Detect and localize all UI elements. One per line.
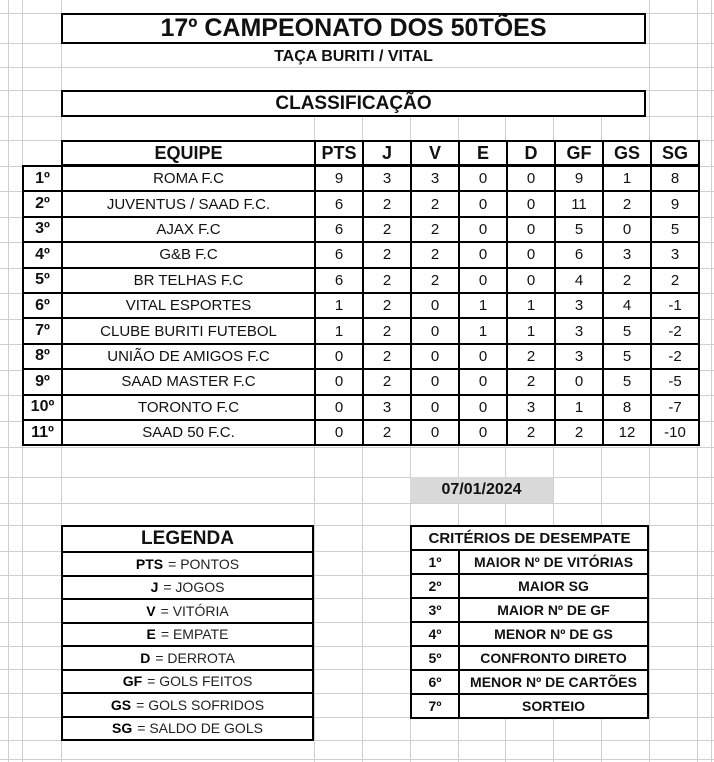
team-cell: JUVENTUS / SAAD F.C. [62,191,315,216]
wins-cell: 3 [411,166,459,191]
wins-cell: 0 [411,369,459,394]
tiebreakers-title: CRITÉRIOS DE DESEMPATE [411,526,648,550]
tiebreaker-position-cell: 4º [411,622,459,646]
standings-table [22,165,700,446]
goals-for-cell: 6 [555,242,603,267]
position-cell: 7º [23,318,62,343]
draws-cell: 0 [459,369,507,394]
points-cell: 9 [315,166,363,191]
column-header-cell: GS [603,141,651,165]
team-cell: VITAL ESPORTES [62,293,315,318]
standings-header-row [62,141,699,165]
points-cell: 6 [315,191,363,216]
goal-diff-cell: -7 [651,395,699,420]
position-cell: 10º [23,395,62,420]
points-cell: 0 [315,344,363,369]
draws-cell: 0 [459,268,507,293]
goals-for-cell: 11 [555,191,603,216]
goal-diff-cell: 8 [651,166,699,191]
wins-cell: 0 [411,344,459,369]
wins-cell: 0 [411,395,459,420]
legend-item-cell [62,693,313,717]
goal-diff-cell: 2 [651,268,699,293]
position-cell: 6º [23,293,62,318]
losses-cell: 2 [507,344,555,369]
legend-label: = JOGOS [163,579,225,596]
tiebreakers-table [410,525,649,719]
tiebreaker-label-cell: MAIOR Nº DE GF [459,598,648,622]
table-row [23,191,699,216]
legend-abbr: GS [110,696,132,713]
legend-abbr: GF [122,673,143,690]
goals-for-cell: 0 [555,369,603,394]
points-cell: 1 [315,318,363,343]
tiebreaker-position-cell: 7º [411,694,459,718]
grid-line [0,477,714,478]
losses-cell: 0 [507,217,555,242]
goals-against-cell: 2 [603,268,651,293]
classification-title-box [61,90,646,117]
games-cell: 2 [363,242,411,267]
table-row [23,217,699,242]
grid-line [8,0,9,762]
team-cell: UNIÃO DE AMIGOS F.C [62,344,315,369]
points-cell: 0 [315,369,363,394]
games-cell: 3 [363,395,411,420]
tiebreaker-position-cell: 6º [411,670,459,694]
games-cell: 3 [363,166,411,191]
position-cell: 3º [23,217,62,242]
goals-for-cell: 3 [555,344,603,369]
goals-against-cell: 8 [603,395,651,420]
goal-diff-cell: -1 [651,293,699,318]
team-cell: SAAD MASTER F.C [62,369,315,394]
column-header-cell: GF [555,141,603,165]
team-cell: AJAX F.C [62,217,315,242]
points-cell: 0 [315,395,363,420]
table-row [23,420,699,445]
wins-cell: 2 [411,191,459,216]
tiebreaker-row [411,550,648,574]
goals-for-cell: 2 [555,420,603,445]
legend-row [62,576,313,600]
tiebreaker-position-cell: 2º [411,574,459,598]
goal-diff-cell: 3 [651,242,699,267]
draws-cell: 0 [459,166,507,191]
tiebreaker-row [411,574,648,598]
games-cell: 2 [363,268,411,293]
goal-diff-cell: -2 [651,344,699,369]
legend-row [62,599,313,623]
legend-label: = EMPATE [160,626,229,643]
tiebreaker-position-cell: 5º [411,646,459,670]
team-cell: ROMA F.C [62,166,315,191]
position-cell: 9º [23,369,62,394]
team-cell: G&B F.C [62,242,315,267]
championship-title: 17º CAMPEONATO DOS 50TÕES [160,14,547,42]
wins-cell: 0 [411,420,459,445]
grid-line [0,503,714,504]
goal-diff-cell: 5 [651,217,699,242]
team-cell: TORONTO F.C [62,395,315,420]
goals-for-cell: 4 [555,268,603,293]
legend-row [62,646,313,670]
wins-cell: 0 [411,293,459,318]
goals-against-cell: 5 [603,369,651,394]
legend-header-row [62,526,313,552]
legend-abbr: J [150,579,159,596]
points-cell: 1 [315,293,363,318]
legend-table [61,525,314,741]
tiebreaker-row [411,694,648,718]
legend-abbr: V [146,602,156,619]
grid-line [0,759,714,760]
losses-cell: 3 [507,395,555,420]
goals-for-cell: 3 [555,318,603,343]
legend-abbr: SG [112,720,133,737]
legend-abbr: D [140,649,151,666]
goals-against-cell: 1 [603,166,651,191]
goals-for-cell: 3 [555,293,603,318]
goals-against-cell: 0 [603,217,651,242]
grid-line [711,0,712,762]
column-header-cell: D [507,141,555,165]
legend-row [62,693,313,717]
goal-diff-cell: -2 [651,318,699,343]
column-header-cell: E [459,141,507,165]
wins-cell: 2 [411,268,459,293]
cup-subtitle: TAÇA BURITI / VITAL [274,47,433,65]
tiebreaker-row [411,598,648,622]
legend-item-cell [62,623,313,647]
points-cell: 6 [315,242,363,267]
points-cell: 0 [315,420,363,445]
tiebreaker-row [411,670,648,694]
losses-cell: 0 [507,242,555,267]
table-row [23,369,699,394]
column-header-cell: V [411,141,459,165]
legend-item-cell [62,646,313,670]
tiebreaker-label-cell: MAIOR Nº DE VITÓRIAS [459,550,648,574]
legend-item-cell [62,599,313,623]
position-cell: 11º [23,420,62,445]
standings-header-table [61,140,700,166]
games-cell: 2 [363,369,411,394]
legend-row [62,623,313,647]
tiebreakers-header-row [411,526,648,550]
position-cell: 4º [23,242,62,267]
goal-diff-cell: -5 [651,369,699,394]
column-header-cell: EQUIPE [62,141,315,165]
goals-against-cell: 5 [603,344,651,369]
draws-cell: 0 [459,420,507,445]
legend-row [62,670,313,694]
position-cell: 1º [23,166,62,191]
losses-cell: 0 [507,166,555,191]
goals-for-cell: 1 [555,395,603,420]
table-row [23,318,699,343]
goals-against-cell: 2 [603,191,651,216]
position-cell: 8º [23,344,62,369]
goals-for-cell: 9 [555,166,603,191]
table-row [23,242,699,267]
grid-line [0,447,714,448]
games-cell: 2 [363,318,411,343]
table-row [23,166,699,191]
games-cell: 2 [363,293,411,318]
goal-diff-cell: -10 [651,420,699,445]
losses-cell: 2 [507,420,555,445]
column-header-cell: J [363,141,411,165]
date-cell: 07/01/2024 [410,477,553,503]
losses-cell: 1 [507,293,555,318]
team-cell: CLUBE BURITI FUTEBOL [62,318,315,343]
draws-cell: 0 [459,395,507,420]
draws-cell: 0 [459,242,507,267]
table-row [23,268,699,293]
draws-cell: 1 [459,293,507,318]
table-row [23,395,699,420]
wins-cell: 0 [411,318,459,343]
losses-cell: 0 [507,268,555,293]
legend-label: = SALDO DE GOLS [137,720,263,737]
legend-item-cell [62,670,313,694]
legend-item-cell [62,576,313,600]
games-cell: 2 [363,217,411,242]
tiebreaker-row [411,622,648,646]
losses-cell: 0 [507,191,555,216]
legend-label: = DERROTA [155,649,235,666]
points-cell: 6 [315,217,363,242]
goals-against-cell: 5 [603,318,651,343]
legend-label: = GOLS FEITOS [147,673,253,690]
legend-row [62,717,313,741]
championship-title-box [61,13,646,44]
classification-title: CLASSIFICAÇÃO [275,92,432,114]
team-cell: BR TELHAS F.C [62,268,315,293]
goals-for-cell: 5 [555,217,603,242]
position-cell: 2º [23,191,62,216]
points-cell: 6 [315,268,363,293]
legend-abbr: E [146,626,156,643]
games-cell: 2 [363,191,411,216]
legend-label: = VITÓRIA [160,602,229,619]
draws-cell: 0 [459,191,507,216]
legend-item-cell [62,552,313,576]
tiebreaker-position-cell: 1º [411,550,459,574]
goals-against-cell: 4 [603,293,651,318]
column-header-cell: PTS [315,141,363,165]
column-header-cell: SG [651,141,699,165]
table-row [23,344,699,369]
wins-cell: 2 [411,242,459,267]
games-cell: 2 [363,344,411,369]
legend-label: = GOLS SOFRIDOS [136,696,265,713]
tiebreaker-label-cell: MENOR Nº DE GS [459,622,648,646]
tiebreaker-row [411,646,648,670]
tiebreaker-label-cell: CONFRONTO DIRETO [459,646,648,670]
legend-title: LEGENDA [62,526,313,552]
goals-against-cell: 3 [603,242,651,267]
tiebreaker-label-cell: MENOR Nº DE CARTÕES [459,670,648,694]
draws-cell: 0 [459,344,507,369]
legend-abbr: PTS [135,555,164,572]
goal-diff-cell: 9 [651,191,699,216]
team-cell: SAAD 50 F.C. [62,420,315,445]
losses-cell: 1 [507,318,555,343]
tiebreaker-label-cell: SORTEIO [459,694,648,718]
wins-cell: 2 [411,217,459,242]
goals-against-cell: 12 [603,420,651,445]
table-row [23,293,699,318]
legend-item-cell [62,717,313,741]
legend-label: = PONTOS [168,555,240,572]
draws-cell: 1 [459,318,507,343]
position-cell: 5º [23,268,62,293]
tiebreaker-position-cell: 3º [411,598,459,622]
games-cell: 2 [363,420,411,445]
legend-row [62,552,313,576]
tiebreaker-label-cell: MAIOR SG [459,574,648,598]
losses-cell: 2 [507,369,555,394]
draws-cell: 0 [459,217,507,242]
